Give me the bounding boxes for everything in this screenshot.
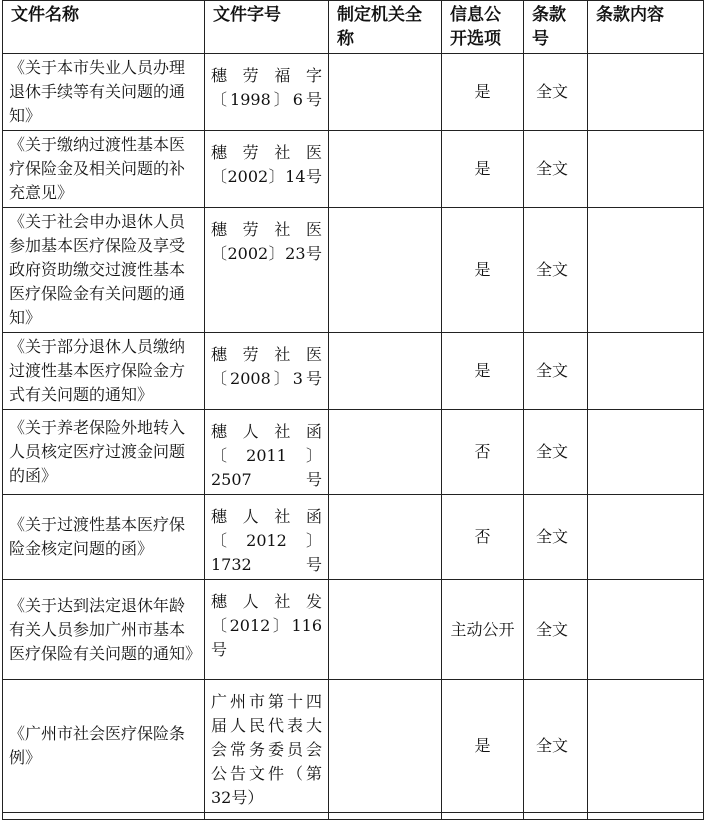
cell-file-name: 《关于过渡性基本医疗保险金核定问题的函》	[3, 495, 205, 580]
header-doc-number: 文件字号	[205, 1, 329, 54]
cell-clause-no: 全文	[524, 410, 588, 495]
cell-clause-no: 全文	[524, 580, 588, 680]
cell-authority	[329, 680, 442, 813]
cell-clause-content	[588, 333, 704, 410]
cell-doc-number: 穗人社函〔2012〕1732号	[205, 495, 329, 580]
cell-clause-no: 全文	[524, 495, 588, 580]
table-row	[3, 495, 704, 580]
cell-doc-number: 穗人社函〔2011〕2507号	[205, 410, 329, 495]
cell-file-name: 《关于本市失业人员办理退休手续等有关问题的通知》	[3, 54, 205, 131]
header-authority: 制定机关全称	[329, 1, 442, 54]
cell-doc-number: 穗劳社医〔2002〕14号	[205, 131, 329, 208]
table-row-partial	[3, 813, 704, 820]
header-disclosure: 信息公开选项	[442, 1, 524, 54]
table-row	[3, 680, 704, 813]
cell-disclosure: 是	[442, 131, 524, 208]
cell-authority	[329, 580, 442, 680]
cell-file-name: 《关于达到法定退休年龄有关人员参加广州市基本医疗保险有关问题的通知》	[3, 580, 205, 680]
cell-clause-content	[588, 680, 704, 813]
table-row	[3, 580, 704, 680]
cell-clause-content	[588, 495, 704, 580]
cell-disclosure: 是	[442, 680, 524, 813]
cell-doc-number: 穗劳福字〔1998〕6号	[205, 54, 329, 131]
cell-authority	[329, 54, 442, 131]
cell-doc-number: 穗劳社医〔2002〕23号	[205, 208, 329, 333]
cell-clause-content	[588, 208, 704, 333]
cell-clause-no: 全文	[524, 131, 588, 208]
table-header-row	[3, 1, 704, 54]
cell-disclosure: 否	[442, 495, 524, 580]
cell-disclosure: 否	[442, 410, 524, 495]
cell-doc-number: 广州市第十四届人民代表大会常务委员会公告文件（第32号）	[205, 680, 329, 813]
cell-authority	[329, 410, 442, 495]
cell-authority	[329, 208, 442, 333]
cell-clause-no: 全文	[524, 208, 588, 333]
document-table	[2, 0, 704, 820]
cell-cut-off	[524, 813, 588, 820]
cell-cut-off	[329, 813, 442, 820]
table-row	[3, 54, 704, 131]
cell-file-name: 《关于社会申办退休人员参加基本医疗保险及享受政府资助缴交过渡性基本医疗保险金有关问题的通知》	[3, 208, 205, 333]
cell-authority	[329, 131, 442, 208]
cell-clause-content	[588, 410, 704, 495]
cell-clause-no: 全文	[524, 333, 588, 410]
cell-clause-no: 全文	[524, 680, 588, 813]
cell-clause-content	[588, 54, 704, 131]
header-clause-content: 条款内容	[588, 1, 704, 54]
table-row	[3, 208, 704, 333]
cell-clause-content	[588, 580, 704, 680]
table-row	[3, 410, 704, 495]
cell-cut-off	[442, 813, 524, 820]
table-row	[3, 333, 704, 410]
cell-clause-content	[588, 131, 704, 208]
cell-file-name: 《关于部分退休人员缴纳过渡性基本医疗保险金方式有关问题的通知》	[3, 333, 205, 410]
cell-doc-number: 穗人社发〔2012〕116号	[205, 580, 329, 680]
cell-doc-number: 穗劳社医〔2008〕3号	[205, 333, 329, 410]
cell-clause-no: 全文	[524, 54, 588, 131]
header-file-name: 文件名称	[3, 1, 205, 54]
cell-disclosure: 是	[442, 208, 524, 333]
table-row	[3, 131, 704, 208]
cell-disclosure: 主动公开	[442, 580, 524, 680]
cell-file-name: 《关于缴纳过渡性基本医疗保险金及相关问题的补充意见》	[3, 131, 205, 208]
cell-disclosure: 是	[442, 54, 524, 131]
cell-file-name: 《广州市社会医疗保险条例》	[3, 680, 205, 813]
cell-authority	[329, 333, 442, 410]
cell-authority	[329, 495, 442, 580]
cell-file-name: 《关于养老保险外地转入人员核定医疗过渡金问题的函》	[3, 410, 205, 495]
header-clause-no: 条款号	[524, 1, 588, 54]
cell-cut-off	[588, 813, 704, 820]
cell-cut-off	[3, 813, 205, 820]
cell-cut-off	[205, 813, 329, 820]
cell-disclosure: 是	[442, 333, 524, 410]
